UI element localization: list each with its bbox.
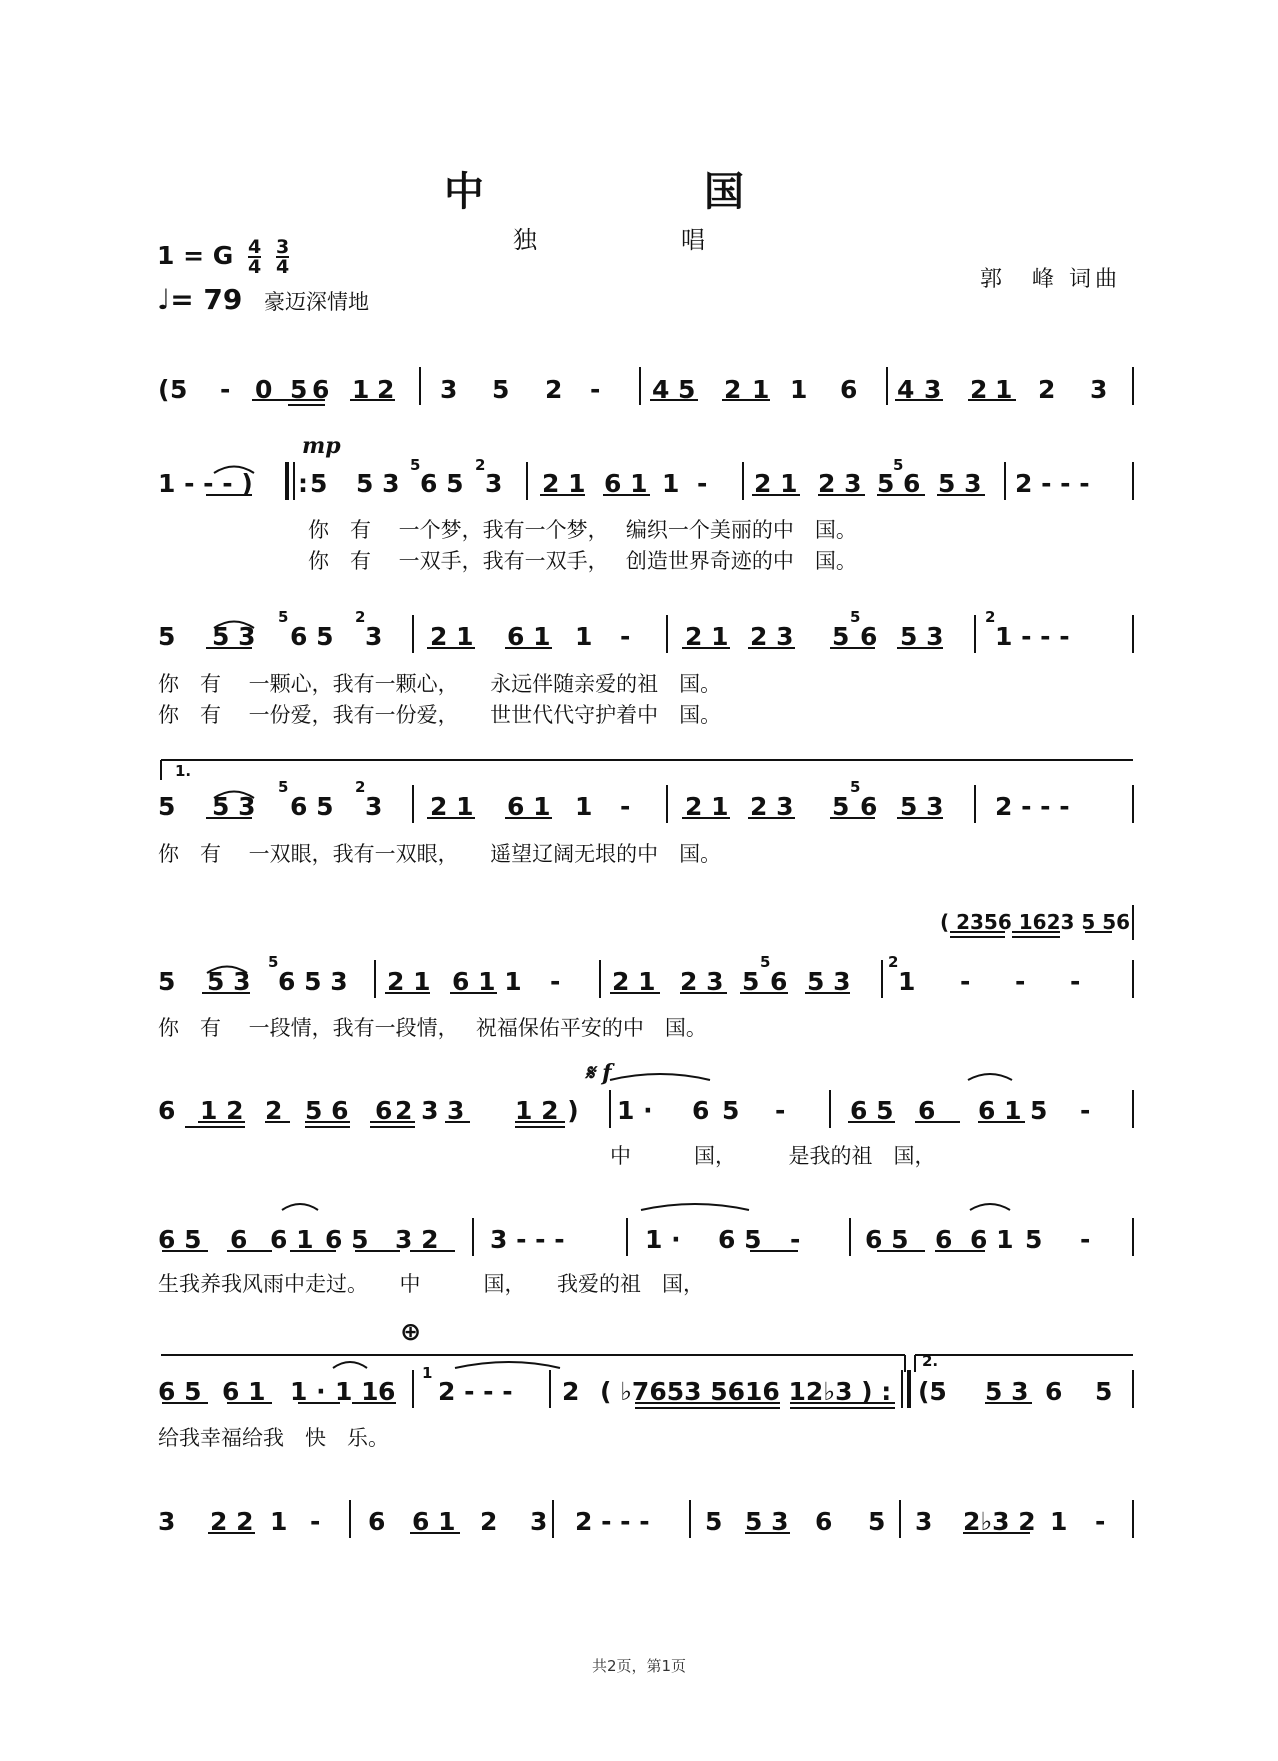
svg-text:6: 6 <box>230 1225 248 1254</box>
svg-text:5: 5 <box>278 608 289 626</box>
svg-text:1: 1 <box>422 1364 433 1382</box>
svg-text:1: 1 <box>662 469 680 498</box>
svg-text:6 5: 6 5 <box>158 1377 202 1406</box>
svg-text:2: 2 <box>970 375 988 404</box>
svg-text:3: 3 <box>485 469 503 498</box>
svg-text:2: 2 <box>355 608 366 626</box>
svg-text:2 3: 2 3 <box>680 967 724 996</box>
svg-text:6 5: 6 5 <box>718 1225 762 1254</box>
svg-text:1: 1 <box>575 792 593 821</box>
svg-text:2 1: 2 1 <box>754 469 798 498</box>
svg-text:3 - - -: 3 - - - <box>490 1225 565 1254</box>
svg-text:1 ·: 1 · <box>645 1225 681 1254</box>
svg-text:-: - <box>790 1225 801 1254</box>
svg-text:2 3: 2 3 <box>750 792 794 821</box>
svg-text:2 1: 2 1 <box>430 622 474 651</box>
svg-text:1.: 1. <box>175 762 192 780</box>
svg-text:3: 3 <box>915 1507 933 1536</box>
svg-text:2 1: 2 1 <box>685 792 729 821</box>
svg-text:5: 5 <box>268 953 279 971</box>
svg-text:6: 6 <box>860 622 878 651</box>
svg-text:3 2: 3 2 <box>395 1225 439 1254</box>
svg-text:5 3: 5 3 <box>900 792 944 821</box>
svg-text:6 1: 6 1 <box>507 792 551 821</box>
svg-text:6 1: 6 1 <box>270 1225 314 1254</box>
svg-text:1: 1 <box>352 375 370 404</box>
svg-text:1: 1 <box>995 375 1013 404</box>
svg-text:2: 2 <box>1038 375 1056 404</box>
svg-text:2 3: 2 3 <box>818 469 862 498</box>
svg-text:6: 6 <box>1045 1377 1063 1406</box>
svg-text::: : <box>298 469 308 498</box>
svg-text:5: 5 <box>278 778 289 796</box>
svg-text:6 1: 6 1 <box>604 469 648 498</box>
svg-text:⊕: ⊕ <box>400 1317 421 1346</box>
lyric-line-4: 你 有 一双眼，我有一双眼， 遥望辽阔无垠的中 国。 <box>158 842 722 866</box>
svg-text:6: 6 <box>312 375 330 404</box>
svg-text:6 1: 6 1 <box>412 1507 456 1536</box>
svg-text:5: 5 <box>310 469 328 498</box>
svg-text:5 3: 5 3 <box>745 1507 789 1536</box>
svg-text:-: - <box>775 1096 786 1125</box>
svg-text:-: - <box>960 967 971 996</box>
svg-text:6 5: 6 5 <box>420 469 464 498</box>
svg-text:5: 5 <box>832 792 850 821</box>
svg-text:2 - - -: 2 - - - <box>995 792 1070 821</box>
svg-text:5: 5 <box>832 622 850 651</box>
song-title: 中 国 <box>444 168 834 215</box>
page-footer: 共2页，第1页 <box>591 1657 687 1675</box>
svg-text:1 ·: 1 · <box>617 1096 653 1125</box>
svg-text:6: 6 <box>375 1096 393 1125</box>
svg-text:6 5: 6 5 <box>290 792 334 821</box>
svg-text:1: 1 <box>898 967 916 996</box>
lyric-line-5: 你 有 一段情，我有一段情， 祝福保佑平安的中 国。 <box>158 1016 707 1040</box>
lyric-line-8: 给我幸福给我 快 乐。 <box>158 1426 389 1450</box>
svg-text:6: 6 <box>935 1225 953 1254</box>
svg-text:-: - <box>590 375 601 404</box>
svg-text:1 2 ): 1 2 ) <box>515 1096 579 1125</box>
svg-text:2: 2 <box>377 375 395 404</box>
svg-text:5: 5 <box>742 967 760 996</box>
svg-text:2 3: 2 3 <box>395 1096 439 1125</box>
svg-text:6 5: 6 5 <box>290 622 334 651</box>
svg-text:1 - - - ): 1 - - - ) <box>158 469 253 498</box>
svg-text:2 1: 2 1 <box>387 967 431 996</box>
svg-text:3: 3 <box>530 1507 548 1536</box>
time-signature-1: $\frac{4}{4}$ <box>248 236 262 278</box>
svg-text:1 2: 1 2 <box>200 1096 244 1125</box>
svg-text:2 1: 2 1 <box>685 622 729 651</box>
svg-text:5: 5 <box>158 792 176 821</box>
svg-text:2 - - -: 2 - - - <box>438 1377 513 1406</box>
svg-text:mp: mp <box>302 433 341 459</box>
svg-text:( ♭7653 5616 12♭3 ) :: ( ♭7653 5616 12♭3 ) : <box>600 1377 892 1406</box>
svg-text:2: 2 <box>265 1096 283 1125</box>
svg-text:6: 6 <box>692 1096 710 1125</box>
lyric-line-3b: 你 有 一份爱，我有一份爱， 世世代代守护着中 国。 <box>158 703 722 727</box>
svg-text:3: 3 <box>924 375 942 404</box>
time-signature-2: $\frac{3}{4}$ <box>275 236 290 278</box>
svg-text:1: 1 <box>1050 1507 1068 1536</box>
lyric-line-7: 生我养我风雨中走过。 中 国， 我爱的祖 国， <box>158 1272 704 1296</box>
svg-text:6 1: 6 1 <box>978 1096 1022 1125</box>
svg-text:1: 1 <box>752 375 770 404</box>
lyric-line-3a: 你 有 一颗心，我有一颗心， 永远伴随亲爱的祖 国。 <box>158 672 722 696</box>
svg-text:6 5: 6 5 <box>865 1225 909 1254</box>
svg-text:-: - <box>620 792 631 821</box>
svg-text:6 5: 6 5 <box>850 1096 894 1125</box>
svg-text:-: - <box>310 1507 321 1536</box>
svg-text:2♭3 2: 2♭3 2 <box>963 1507 1036 1536</box>
svg-text:2: 2 <box>724 375 742 404</box>
svg-text:-: - <box>1080 1096 1091 1125</box>
lyric-line-2b: 你 有 一双手，我有一双手， 创造世界奇迹的中 国。 <box>308 549 857 573</box>
svg-text:-: - <box>550 967 561 996</box>
svg-text:3: 3 <box>365 792 383 821</box>
svg-text:6: 6 <box>378 1377 396 1406</box>
svg-text:2: 2 <box>985 608 996 626</box>
svg-text:5 3: 5 3 <box>207 967 251 996</box>
svg-text:5: 5 <box>722 1096 740 1125</box>
svg-text:6: 6 <box>860 792 878 821</box>
svg-text:4: 4 <box>652 375 670 404</box>
svg-text:3: 3 <box>158 1507 176 1536</box>
svg-text:1: 1 <box>790 375 808 404</box>
svg-text:1: 1 <box>270 1507 288 1536</box>
svg-text:6: 6 <box>158 1096 176 1125</box>
svg-text:(: ( <box>158 375 170 404</box>
svg-text:5: 5 <box>170 375 188 404</box>
svg-text:5: 5 <box>1030 1096 1048 1125</box>
svg-text:6 1: 6 1 <box>222 1377 266 1406</box>
svg-text:6: 6 <box>918 1096 936 1125</box>
svg-text:2: 2 <box>355 778 366 796</box>
svg-text:5 6: 5 6 <box>305 1096 349 1125</box>
svg-text:4: 4 <box>897 375 915 404</box>
svg-text:2 1: 2 1 <box>542 469 586 498</box>
svg-text:5 3: 5 3 <box>938 469 982 498</box>
svg-text:5 3: 5 3 <box>212 622 256 651</box>
svg-text:-: - <box>620 622 631 651</box>
svg-text:5 3: 5 3 <box>900 622 944 651</box>
svg-text:6: 6 <box>368 1507 386 1536</box>
song-subtitle: 独 唱 <box>513 226 765 254</box>
svg-text:5 3: 5 3 <box>807 967 851 996</box>
svg-text:5: 5 <box>678 375 696 404</box>
tempo-value: ♩= 79 <box>157 283 243 316</box>
svg-text:1 ·: 1 · <box>290 1377 326 1406</box>
svg-text:5: 5 <box>893 456 904 474</box>
svg-text:5: 5 <box>850 608 861 626</box>
svg-text:5: 5 <box>877 469 895 498</box>
svg-text:𝄋 f: 𝄋 f <box>585 1060 612 1086</box>
svg-text:2: 2 <box>475 456 486 474</box>
svg-text:2 - - -: 2 - - - <box>1015 469 1090 498</box>
svg-text:2.: 2. <box>922 1352 939 1370</box>
svg-text:2 1: 2 1 <box>612 967 656 996</box>
svg-text:5 3: 5 3 <box>356 469 400 498</box>
svg-text:6 1: 6 1 <box>970 1225 1014 1254</box>
svg-text:( 2356 1623 5 56: ( 2356 1623 5 56 <box>940 910 1131 934</box>
svg-text:2: 2 <box>545 375 563 404</box>
svg-text:5: 5 <box>705 1507 723 1536</box>
svg-text:6 1: 6 1 <box>507 622 551 651</box>
key-label: 1 = G <box>157 241 234 270</box>
svg-text:5: 5 <box>158 622 176 651</box>
svg-text:5: 5 <box>850 778 861 796</box>
svg-text:2 1: 2 1 <box>430 792 474 821</box>
svg-text:-: - <box>220 375 231 404</box>
svg-text:5: 5 <box>290 375 308 404</box>
svg-text:2 3: 2 3 <box>750 622 794 651</box>
svg-text:1 1: 1 1 <box>335 1377 379 1406</box>
svg-text:5 3: 5 3 <box>212 792 256 821</box>
svg-text:2: 2 <box>480 1507 498 1536</box>
svg-text:(5: (5 <box>918 1377 947 1406</box>
svg-text:6 5: 6 5 <box>325 1225 369 1254</box>
svg-text:3: 3 <box>365 622 383 651</box>
svg-text:6 1 1: 6 1 1 <box>452 967 522 996</box>
svg-text:2: 2 <box>562 1377 580 1406</box>
svg-text:6: 6 <box>815 1507 833 1536</box>
svg-text:5: 5 <box>492 375 510 404</box>
svg-text:6 5: 6 5 <box>158 1225 202 1254</box>
svg-text:5: 5 <box>868 1507 886 1536</box>
svg-text:-: - <box>1070 967 1081 996</box>
svg-text:5: 5 <box>1025 1225 1043 1254</box>
svg-text:2: 2 <box>888 953 899 971</box>
svg-text:5: 5 <box>410 456 421 474</box>
lyric-line-6: 中 国， 是我的祖 国， <box>610 1144 936 1168</box>
svg-text:3: 3 <box>1090 375 1108 404</box>
svg-text:6: 6 <box>903 469 921 498</box>
svg-text:5 3: 5 3 <box>985 1377 1029 1406</box>
svg-text:5: 5 <box>158 967 176 996</box>
svg-text:6 5 3: 6 5 3 <box>278 967 348 996</box>
svg-text:-: - <box>1080 1225 1091 1254</box>
svg-text:1: 1 <box>575 622 593 651</box>
composer-credit: 郭 峰 词曲 <box>980 267 1121 292</box>
svg-text:1 - - -: 1 - - - <box>995 622 1070 651</box>
svg-text:2 - - -: 2 - - - <box>575 1507 650 1536</box>
svg-text:3: 3 <box>447 1096 465 1125</box>
svg-text:5: 5 <box>1095 1377 1113 1406</box>
svg-text:6: 6 <box>840 375 858 404</box>
svg-text:-: - <box>1095 1507 1106 1536</box>
svg-text:5: 5 <box>760 953 771 971</box>
expression-marking: 豪迈深情地 <box>264 290 370 314</box>
lyric-line-2a: 你 有 一个梦，我有一个梦， 编织一个美丽的中 国。 <box>308 518 857 542</box>
svg-text:2 2: 2 2 <box>210 1507 254 1536</box>
svg-text:0: 0 <box>255 375 273 404</box>
svg-text:-: - <box>1015 967 1026 996</box>
svg-text:6: 6 <box>770 967 788 996</box>
svg-text:3: 3 <box>440 375 458 404</box>
svg-text:-: - <box>697 469 708 498</box>
